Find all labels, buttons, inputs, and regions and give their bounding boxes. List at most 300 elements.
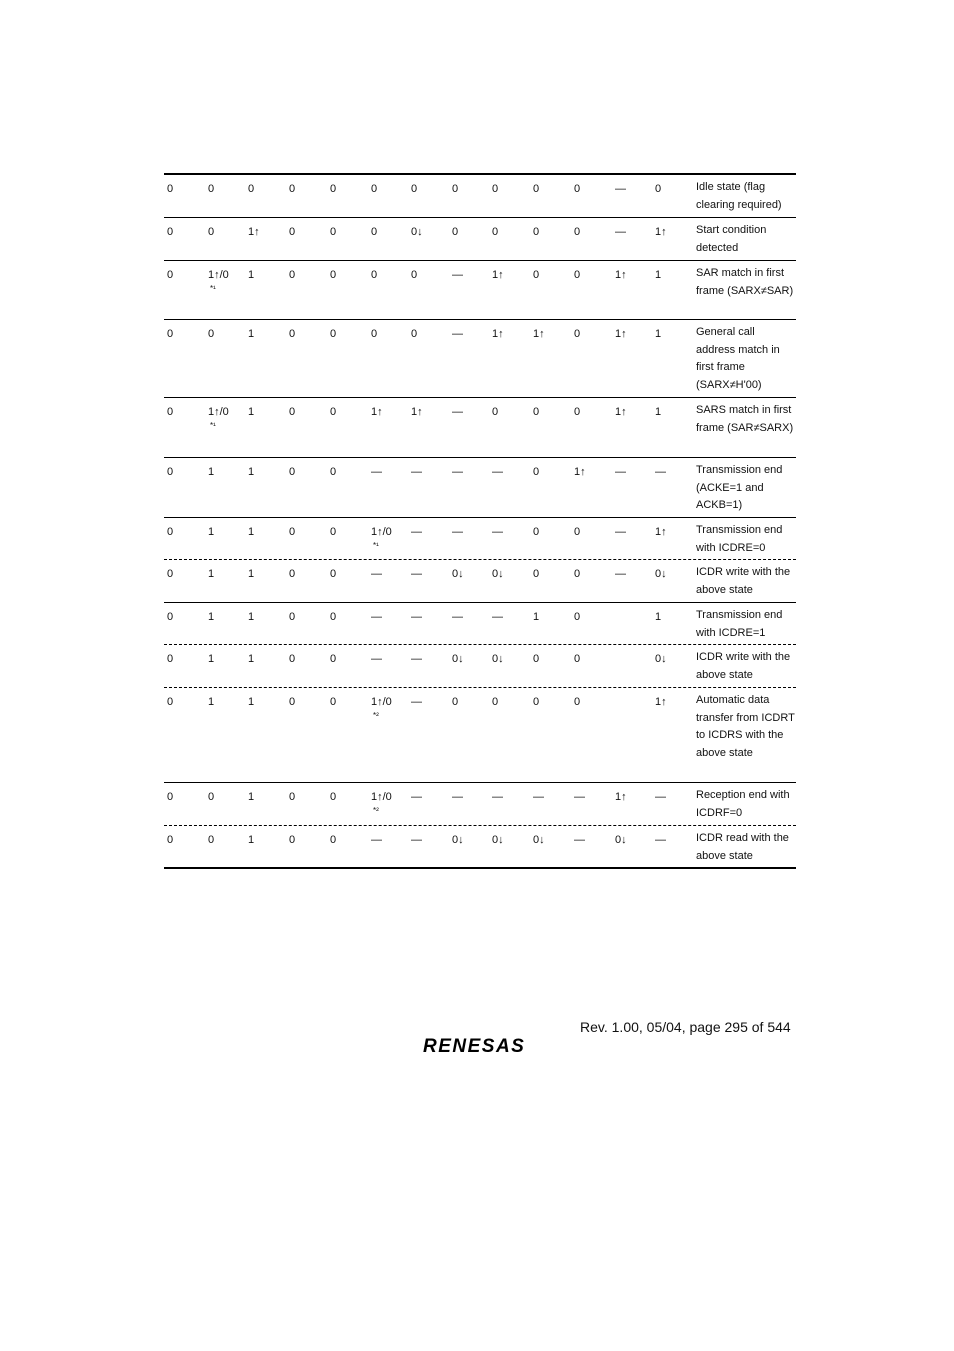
table-cell: [411, 181, 417, 199]
table-cell: [289, 566, 295, 584]
table-cell: [167, 694, 173, 712]
table-cell: [330, 326, 336, 344]
table-cell: [289, 694, 295, 712]
cell-value: —: [452, 406, 463, 418]
table-cell: [208, 404, 229, 431]
table-cell: [167, 404, 173, 422]
cell-value: 1↑/0: [371, 791, 392, 803]
cell-value: 1: [248, 568, 255, 580]
table-cell: [330, 464, 336, 482]
table-cell: [574, 832, 585, 850]
cell-footnote-mark: *²: [373, 710, 379, 720]
table-cell: [492, 326, 504, 344]
cell-value: 0: [574, 328, 581, 340]
cell-value: 0: [167, 328, 174, 340]
table-cell: [533, 404, 539, 422]
table-cell: [492, 404, 498, 422]
table-cell: [492, 651, 504, 669]
table-cell: [248, 694, 254, 712]
cell-value: 1: [248, 466, 255, 478]
cell-value: 0: [411, 328, 418, 340]
table-cell: [208, 224, 214, 242]
cell-value: 1↑: [655, 226, 667, 238]
table-cell: [411, 789, 422, 807]
cell-value: 0: [574, 568, 581, 580]
table-cell: [248, 181, 254, 199]
cell-value: 0: [330, 611, 337, 623]
cell-footnote-mark: *¹: [210, 283, 216, 293]
table-cell: [615, 404, 627, 422]
cell-value: 0: [289, 406, 296, 418]
cell-value: 0: [452, 696, 459, 708]
cell-value: 0: [492, 406, 499, 418]
table-cell: [371, 404, 383, 422]
cell-value: 0: [330, 183, 337, 195]
table-cell: [289, 326, 295, 344]
table-cell: [574, 566, 580, 584]
table-cell: [371, 267, 377, 285]
cell-value: 0↓: [452, 834, 464, 846]
table-cell: [411, 267, 417, 285]
table-cell: [289, 404, 295, 422]
table-cell: [208, 609, 214, 627]
cell-value: —: [371, 466, 382, 478]
cell-value: 0↓: [655, 568, 667, 580]
cell-value: 0: [533, 183, 540, 195]
cell-value: 0: [289, 269, 296, 281]
table-row: [164, 175, 796, 217]
cell-value: 1↑: [533, 328, 545, 340]
cell-value: 1: [248, 834, 255, 846]
cell-footnote-mark: *¹: [373, 540, 379, 550]
cell-value: 0: [330, 696, 337, 708]
cell-value: —: [371, 834, 382, 846]
table-cell: [615, 789, 627, 807]
table-cell: [533, 566, 539, 584]
table-cell: [574, 267, 580, 285]
table-row: [164, 602, 796, 644]
cell-value: 0: [167, 269, 174, 281]
table-cell: [655, 404, 661, 422]
table-cell: [411, 404, 423, 422]
cell-value: —: [574, 834, 585, 846]
cell-value: 1: [208, 696, 215, 708]
table-cell: [492, 224, 498, 242]
state-description: ICDR write with the above state: [696, 651, 791, 681]
cell-value: 0: [289, 328, 296, 340]
table-cell: [411, 326, 417, 344]
cell-value: 0: [167, 696, 174, 708]
cell-value: 0: [371, 226, 378, 238]
table-cell: [655, 524, 667, 542]
table-row: [164, 397, 796, 457]
cell-value: 0: [167, 466, 174, 478]
table-cell: [492, 566, 504, 584]
cell-value: 1: [208, 466, 215, 478]
table-cell: [208, 524, 214, 542]
cell-value: —: [615, 568, 626, 580]
renesas-logo: [421, 1033, 541, 1057]
table-cell: [208, 694, 214, 712]
table-cell: [574, 464, 586, 482]
state-description: Reception end with ICDRF=0: [696, 789, 790, 819]
table-cell: [452, 789, 463, 807]
cell-value: 0: [289, 611, 296, 623]
table-cell: [615, 464, 626, 482]
table-cell: [533, 694, 539, 712]
table-cell: [655, 789, 666, 807]
table-cell: [533, 789, 544, 807]
cell-value: 1↑: [655, 526, 667, 538]
table-cell: [492, 464, 503, 482]
table-cell: [615, 832, 627, 850]
table-cell: [248, 326, 254, 344]
cell-value: 1: [208, 611, 215, 623]
cell-value: —: [492, 791, 503, 803]
cell-value: 1: [248, 406, 255, 418]
table-cell: [167, 326, 173, 344]
cell-value: 1↑: [492, 328, 504, 340]
state-description: ICDR write with the above state: [696, 566, 791, 596]
table-cell: [167, 609, 173, 627]
table-cell: [289, 609, 295, 627]
table-cell: [615, 181, 626, 199]
table-cell: [371, 694, 392, 721]
table-cell: [452, 181, 458, 199]
cell-value: 0: [208, 791, 215, 803]
cell-value: 0: [208, 328, 215, 340]
table-cell: [208, 267, 229, 294]
table-cell: [371, 464, 382, 482]
table-cell: [452, 326, 463, 344]
table-cell: [492, 789, 503, 807]
cell-value: 0: [574, 696, 581, 708]
cell-value: —: [615, 526, 626, 538]
table-cell: [330, 224, 336, 242]
cell-value: 0: [574, 653, 581, 665]
table-row: [164, 457, 796, 517]
cell-value: 0: [492, 183, 499, 195]
cell-value: —: [492, 526, 503, 538]
cell-value: —: [371, 611, 382, 623]
cell-value: 0: [574, 611, 581, 623]
table-cell: [248, 404, 254, 422]
cell-value: 0: [533, 568, 540, 580]
table-cell: [248, 566, 254, 584]
cell-value: 1↑: [411, 406, 423, 418]
cell-value: —: [411, 526, 422, 538]
table-cell: [289, 524, 295, 542]
cell-value: 0: [167, 791, 174, 803]
table-cell: [411, 464, 422, 482]
table-cell: [533, 524, 539, 542]
table-cell: [371, 224, 377, 242]
page-footer-info: Rev. 1.00, 05/04, page 295 of 544: [580, 1019, 791, 1035]
table-cell: [574, 181, 580, 199]
cell-value: 0: [289, 466, 296, 478]
table-cell: [574, 224, 580, 242]
table-cell: [411, 651, 422, 669]
table-cell: [248, 524, 254, 542]
table-cell: [615, 524, 626, 542]
table-cell: [452, 404, 463, 422]
cell-value: 1↑: [248, 226, 260, 238]
cell-value: 0: [533, 269, 540, 281]
table-cell: [167, 789, 173, 807]
table-cell: [492, 524, 503, 542]
table-cell: [167, 224, 173, 242]
cell-value: —: [492, 611, 503, 623]
table-cell: [248, 789, 254, 807]
cell-value: 0: [330, 791, 337, 803]
cell-value: 0: [574, 406, 581, 418]
table-cell: [289, 832, 295, 850]
state-description: Transmission end with ICDRE=1: [696, 609, 783, 639]
cell-value: 0: [452, 226, 459, 238]
table-cell: [452, 224, 458, 242]
table-cell: [289, 464, 295, 482]
cell-value: 0↓: [655, 653, 667, 665]
table-cell: [655, 609, 661, 627]
cell-footnote-mark: *²: [373, 805, 379, 815]
cell-value: 0: [330, 834, 337, 846]
table-cell: [289, 224, 295, 242]
table-cell: [371, 524, 392, 551]
cell-value: 0: [452, 183, 459, 195]
cell-value: —: [411, 568, 422, 580]
table-cell: [492, 181, 498, 199]
table-cell: [167, 267, 173, 285]
table-cell: [615, 267, 627, 285]
cell-value: —: [655, 791, 666, 803]
cell-value: 0: [330, 466, 337, 478]
table-cell: [330, 267, 336, 285]
cell-value: 0: [248, 183, 255, 195]
cell-value: —: [411, 653, 422, 665]
table-row: [164, 559, 796, 602]
cell-value: 0: [167, 568, 174, 580]
table-cell: [411, 694, 422, 712]
table-cell: [330, 694, 336, 712]
table-cell: [655, 181, 661, 199]
state-description: SARS match in first frame (SAR≠SARX): [696, 404, 794, 434]
cell-value: 1: [248, 526, 255, 538]
table-cell: [330, 789, 336, 807]
table-cell: [615, 566, 626, 584]
table-cell: [371, 609, 382, 627]
cell-value: 1: [248, 653, 255, 665]
table-cell: [655, 464, 666, 482]
cell-value: 0↓: [492, 653, 504, 665]
cell-value: 0: [330, 269, 337, 281]
cell-value: 0: [371, 183, 378, 195]
table-cell: [655, 651, 667, 669]
cell-value: 1↑: [615, 791, 627, 803]
cell-value: —: [452, 611, 463, 623]
cell-value: 0: [330, 226, 337, 238]
cell-value: 0: [330, 328, 337, 340]
cell-value: 0: [371, 269, 378, 281]
cell-value: 0: [289, 568, 296, 580]
cell-value: 1↑/0: [371, 696, 392, 708]
cell-value: 1: [208, 526, 215, 538]
table-cell: [248, 651, 254, 669]
table-cell: [452, 694, 458, 712]
table-cell: [655, 694, 667, 712]
table-cell: [167, 464, 173, 482]
cell-value: 1↑: [655, 696, 667, 708]
cell-value: 0: [533, 406, 540, 418]
table-cell: [574, 789, 585, 807]
table-cell: [371, 566, 382, 584]
state-description: Transmission end (ACKE=1 and ACKB=1): [696, 464, 783, 512]
table-cell: [208, 789, 214, 807]
state-description: Automatic data transfer from ICDRT to ICDRS with the above state: [696, 694, 795, 759]
table-cell: [492, 609, 503, 627]
table-cell: [452, 609, 463, 627]
cell-value: 1↑: [492, 269, 504, 281]
cell-value: 0: [167, 406, 174, 418]
table-cell: [371, 832, 382, 850]
cell-value: 0: [167, 834, 174, 846]
table-cell: [411, 566, 422, 584]
cell-value: 1↑: [574, 466, 586, 478]
table-cell: [330, 566, 336, 584]
cell-value: 0: [411, 183, 418, 195]
cell-value: 0: [574, 269, 581, 281]
table-row: [164, 319, 796, 397]
cell-value: —: [411, 696, 422, 708]
table-cell: [248, 224, 260, 242]
table-cell: [371, 181, 377, 199]
cell-value: —: [655, 834, 666, 846]
cell-value: 1↑/0: [208, 406, 229, 418]
table-cell: [411, 524, 422, 542]
table-cell: [411, 832, 422, 850]
cell-value: —: [452, 328, 463, 340]
cell-value: 0: [533, 466, 540, 478]
cell-value: —: [452, 526, 463, 538]
cell-value: —: [452, 791, 463, 803]
table-cell: [533, 832, 545, 850]
svg-text:RENESAS: RENESAS: [423, 1036, 526, 1057]
cell-value: 0: [533, 226, 540, 238]
table-row: [164, 644, 796, 687]
cell-value: 1↑: [371, 406, 383, 418]
state-description: General call address match in first frame (SARX≠H'00): [696, 326, 780, 391]
table-cell: [248, 464, 254, 482]
cell-value: —: [371, 568, 382, 580]
cell-value: 0↓: [452, 653, 464, 665]
cell-footnote-mark: *¹: [210, 420, 216, 430]
cell-value: 1: [655, 611, 662, 623]
table-cell: [411, 224, 423, 242]
cell-value: 1: [655, 406, 662, 418]
table-cell: [655, 832, 666, 850]
table-cell: [289, 267, 295, 285]
table-cell: [574, 694, 580, 712]
table-cell: [452, 524, 463, 542]
table-cell: [330, 524, 336, 542]
cell-value: —: [492, 466, 503, 478]
table-cell: [248, 832, 254, 850]
table-cell: [208, 651, 214, 669]
cell-value: 0: [492, 226, 499, 238]
table-cell: [371, 326, 377, 344]
table-row: [164, 782, 796, 825]
cell-value: 0: [330, 406, 337, 418]
cell-value: 1: [208, 568, 215, 580]
table-cell: [655, 326, 661, 344]
cell-value: —: [411, 466, 422, 478]
cell-value: 1↑/0: [371, 526, 392, 538]
table-cell: [167, 832, 173, 850]
cell-value: 0: [289, 526, 296, 538]
cell-value: 0↓: [615, 834, 627, 846]
table-cell: [574, 326, 580, 344]
table-cell: [208, 832, 214, 850]
table-cell: [330, 651, 336, 669]
table-cell: [248, 609, 254, 627]
state-description: ICDR read with the above state: [696, 832, 789, 862]
cell-value: 0: [330, 568, 337, 580]
cell-value: 0: [574, 226, 581, 238]
cell-value: —: [371, 653, 382, 665]
cell-value: 0: [574, 526, 581, 538]
cell-value: —: [615, 466, 626, 478]
table-cell: [492, 832, 504, 850]
cell-value: —: [411, 791, 422, 803]
cell-value: 1: [248, 696, 255, 708]
table-cell: [615, 326, 627, 344]
table-cell: [533, 651, 539, 669]
table-cell: [655, 224, 667, 242]
table-cell: [533, 326, 545, 344]
table-row: [164, 687, 796, 782]
state-description: Transmission end with ICDRE=0: [696, 524, 783, 554]
table-cell: [167, 566, 173, 584]
cell-value: —: [533, 791, 544, 803]
table-row: [164, 217, 796, 260]
table-cell: [208, 181, 214, 199]
cell-value: 0↓: [411, 226, 423, 238]
cell-value: —: [411, 611, 422, 623]
table-cell: [533, 609, 539, 627]
table-cell: [452, 464, 463, 482]
cell-value: 0: [208, 834, 215, 846]
table-cell: [330, 609, 336, 627]
table-row: [164, 517, 796, 559]
table-cell: [330, 832, 336, 850]
table-cell: [655, 267, 661, 285]
cell-value: 0: [208, 226, 215, 238]
cell-value: 1↑: [615, 328, 627, 340]
cell-value: 0: [289, 653, 296, 665]
cell-value: 0: [208, 183, 215, 195]
table-cell: [248, 267, 254, 285]
flag-state-table: [164, 173, 796, 869]
table-cell: [492, 694, 498, 712]
cell-value: 1: [655, 269, 662, 281]
table-cell: [452, 832, 464, 850]
cell-value: 0: [289, 183, 296, 195]
cell-value: 0: [167, 611, 174, 623]
cell-value: 1↑: [615, 406, 627, 418]
cell-value: 0: [533, 526, 540, 538]
cell-value: 1↑: [615, 269, 627, 281]
cell-value: 0: [533, 653, 540, 665]
cell-value: —: [574, 791, 585, 803]
